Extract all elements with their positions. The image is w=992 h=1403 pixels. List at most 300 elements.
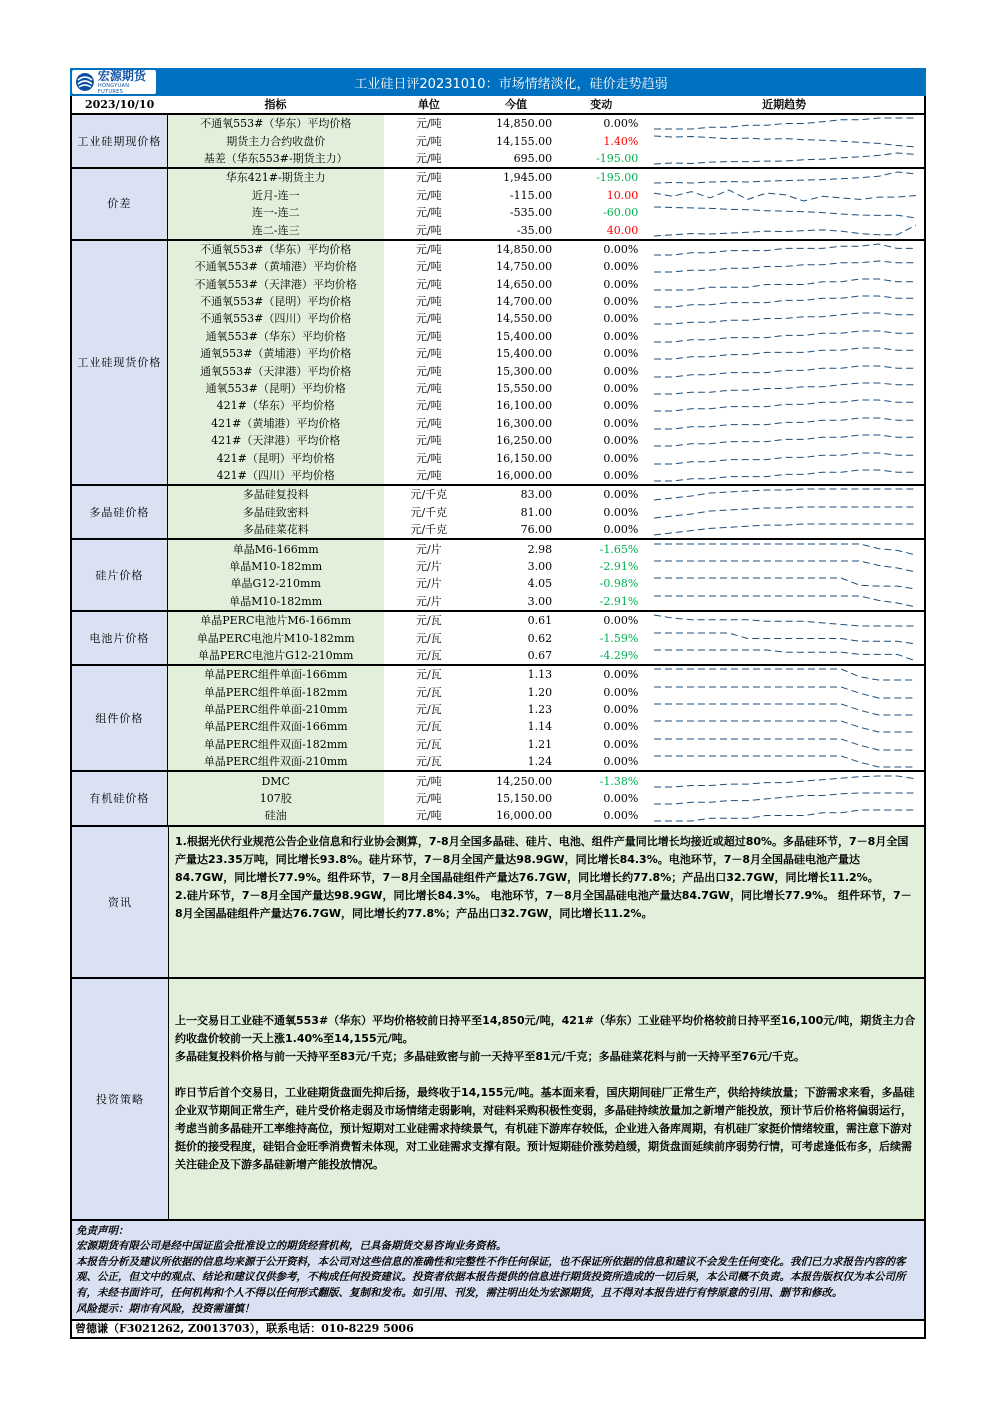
trend-line <box>654 296 916 307</box>
unit-cell: 元/吨 <box>415 416 442 430</box>
current-value: 83.00 <box>474 485 558 503</box>
indicator-name: 不通氧553#（黄埔港）平均价格 <box>167 258 384 275</box>
news-label: 资讯 <box>72 827 169 977</box>
current-value: 0.61 <box>474 611 558 629</box>
unit-cell: 元/吨 <box>384 771 474 789</box>
category-label: 价差 <box>71 168 167 240</box>
unit-cell: 元/瓦 <box>384 665 474 683</box>
trend-sparkline <box>652 753 918 770</box>
trend-cell <box>644 132 925 149</box>
unit-cell: 元/瓦 <box>415 703 442 717</box>
current-value: 15,300.00 <box>496 364 553 378</box>
current-value: 14,850.00 <box>496 117 553 131</box>
unit-cell: 元/瓦 <box>415 685 442 699</box>
table-row <box>71 397 925 414</box>
logo-chinese-name: 宏源期货 <box>97 68 146 83</box>
strategy-paragraph-2: 多晶硅复投料价格与前一天持平至83元/千克；多晶硅致密与前一天持平至81元/千克；多晶硅菜花料与前一天持平至76元/千克。 <box>175 1049 805 1063</box>
current-value: 1,945.00 <box>474 168 558 186</box>
current-value: 3.00 <box>527 594 553 608</box>
strategy-body <box>169 979 924 1219</box>
indicator-name: 421#（昆明）平均价格 <box>167 449 384 466</box>
change-value: 0.00% <box>603 416 639 430</box>
unit-cell: 元/千克 <box>384 485 474 503</box>
trend-line <box>654 721 916 732</box>
trend-line <box>654 453 916 464</box>
change-value: 0.00% <box>603 312 639 326</box>
trend-line <box>654 669 916 680</box>
indicator-name: 421#（四川）平均价格 <box>167 467 384 485</box>
table-row <box>71 187 925 204</box>
indicator-name: 连一-连二 <box>167 204 384 221</box>
change-value: 1.40% <box>603 134 639 148</box>
trend-line <box>654 596 916 607</box>
trend-line <box>654 400 916 411</box>
indicator-name: 不通氧553#（四川）平均价格 <box>167 310 384 327</box>
col-header-value: 今值 <box>474 96 558 114</box>
change-value: 0.00% <box>603 260 639 274</box>
change-value: 0.00% <box>603 703 639 717</box>
change-value: 0.00% <box>558 485 644 503</box>
trend-sparkline <box>652 150 918 167</box>
trend-line <box>654 776 916 787</box>
change-value: 0.00% <box>603 329 639 343</box>
table-row <box>71 328 925 345</box>
table-row <box>71 345 925 362</box>
unit-cell: 元/吨 <box>415 364 442 378</box>
trend-sparkline <box>652 647 918 664</box>
trend-line <box>654 279 916 290</box>
report-title: 工业硅日评20231010：市场情绪淡化，硅价走势趋弱 <box>354 76 668 92</box>
strategy-section <box>70 979 926 1221</box>
category-label: 工业硅期现价格 <box>71 114 167 168</box>
current-value: 16,150.00 <box>496 451 553 465</box>
category-label: 有机硅价格 <box>71 771 167 825</box>
col-header-indicator: 指标 <box>167 96 384 114</box>
change-value: 40.00 <box>606 223 639 237</box>
trend-line <box>654 383 916 394</box>
unit-cell: 元/吨 <box>415 134 442 148</box>
category-label: 组件价格 <box>71 665 167 771</box>
category-label: 硅片价格 <box>71 539 167 611</box>
current-value: 14,155.00 <box>496 134 553 148</box>
indicator-name: 多晶硅复投料 <box>167 485 384 503</box>
indicator-name: 期货主力合约收盘价 <box>167 132 384 149</box>
trend-sparkline <box>652 575 918 592</box>
trend-sparkline <box>652 432 918 449</box>
trend-sparkline <box>652 736 918 753</box>
table-row <box>71 771 925 789</box>
trend-sparkline <box>652 133 918 150</box>
trend-cell <box>644 575 925 592</box>
indicator-name: 通氧553#（天津港）平均价格 <box>167 362 384 379</box>
current-value: 1.20 <box>527 685 553 699</box>
change-value: -1.65% <box>558 539 644 557</box>
current-value: 15,550.00 <box>496 382 553 396</box>
change-value: -195.00 <box>596 151 639 165</box>
trend-line <box>654 544 916 555</box>
trend-line <box>654 561 916 572</box>
trend-cell <box>644 718 925 735</box>
trend-line <box>654 793 916 804</box>
change-value: 0.00% <box>603 382 639 396</box>
change-value: -1.38% <box>558 771 644 789</box>
hongyuan-logo-icon <box>75 72 95 92</box>
change-value: 0.00% <box>603 469 639 482</box>
indicator-name: 单晶PERC组件双面-182mm <box>167 736 384 753</box>
trend-cell <box>644 362 925 379</box>
change-value: 0.00% <box>558 611 644 629</box>
current-value: 15,400.00 <box>496 329 553 343</box>
category-label: 工业硅现货价格 <box>71 240 167 485</box>
trend-cell <box>644 150 925 168</box>
disclaimer-body: 本报告分析及建议所依据的信息均来源于公开资料，本公司对这些信息的准确性和完整性不作任何保证，也不保证所依据的信息和建议不会发生任何变化。我们已力求报告内容的客观、公正，但文中的观点、结论和建议仅供参考，不构成任何投资建议。投资者依据本报告提供的信息进行期货投资所造成的一切后果，本公司概不负责。本报告版权仅为本公司所有，未经书面许可，任何机构和个人不得以任何形式翻版、复制和发布。如引用、刊发，需注明出处为宏源期货，且不得对本报告进行有悖原意的引用、删节和修改。 <box>76 1255 906 1299</box>
current-value: 2.98 <box>474 539 558 557</box>
trend-line <box>654 435 916 446</box>
unit-cell: 元/瓦 <box>415 648 442 662</box>
table-row <box>71 449 925 466</box>
trend-cell <box>644 397 925 414</box>
table-row <box>71 150 925 168</box>
col-header-trend: 近期趋势 <box>644 96 925 114</box>
current-value: -35.00 <box>516 223 553 237</box>
current-value: 0.67 <box>527 648 553 662</box>
trend-cell <box>644 665 925 683</box>
trend-sparkline <box>652 187 918 204</box>
indicator-name: 通氧553#（昆明）平均价格 <box>167 380 384 397</box>
current-value: 4.05 <box>527 577 553 591</box>
table-row <box>71 539 925 557</box>
trend-cell <box>644 221 925 239</box>
table-row <box>71 485 925 503</box>
indicator-name: DMC <box>167 771 384 789</box>
unit-cell: 元/瓦 <box>415 737 442 751</box>
change-value: 0.00% <box>603 809 639 823</box>
trend-line <box>654 190 916 201</box>
trend-line <box>654 418 916 429</box>
trend-sparkline <box>652 310 918 327</box>
trend-line <box>654 615 916 626</box>
unit-cell: 元/吨 <box>415 469 442 482</box>
trend-cell <box>644 485 925 503</box>
trend-cell <box>644 258 925 275</box>
trend-sparkline <box>652 276 918 293</box>
current-value: 0.62 <box>527 631 553 645</box>
change-value: 0.00% <box>603 364 639 378</box>
change-value: 0.00% <box>603 505 639 519</box>
indicator-name: 107胶 <box>167 790 384 807</box>
trend-cell <box>644 684 925 701</box>
strategy-paragraph-3: 昨日节后首个交易日，工业硅期货盘面先抑后扬，最终收于14,155元/吨。基本面来看，国庆期间硅厂正常生产，供给持续放量；下游需求来看，多晶硅企业双节期间正常生产，硅片受价格走弱及市场情绪走弱影响，对硅料采购积极性变弱，多晶硅持续放量加之新增产能投放，预计节后价格将偏弱运行，考虑当前多晶硅开工率维持高位，预计短期对工业硅需求持续景气，有机硅下游库存较低，企业进入备库周期，有机硅厂家挺价情绪较重，需注意下游对挺价的接受程度，硅铝合金旺季消费暂未体现，对工业硅需求支撑有限。预计短期硅价涨势趋缓，期货盘面延续前序弱势行情，可考虑逢低布多，后续需关注硅企及下游多晶硅新增产能投放情况。 <box>175 1085 915 1171</box>
unit-cell: 元/吨 <box>415 223 442 237</box>
trend-cell <box>644 345 925 362</box>
risk-warning: 风险提示：期市有风险，投资需谨慎！ <box>76 1302 255 1315</box>
unit-cell: 元/吨 <box>415 117 442 131</box>
news-body <box>169 827 924 977</box>
trend-line <box>654 756 916 767</box>
change-value: -4.29% <box>599 648 639 662</box>
table-header-row <box>71 96 925 114</box>
trend-line <box>654 136 916 147</box>
trend-sparkline <box>652 541 918 558</box>
col-header-change: 变动 <box>558 96 644 114</box>
change-value: 0.00% <box>603 347 639 361</box>
trend-cell <box>644 380 925 397</box>
indicator-name: 单晶PERC电池片M10-182mm <box>167 629 384 646</box>
report-header <box>70 68 926 96</box>
unit-cell: 元/吨 <box>384 168 474 186</box>
unit-cell: 元/吨 <box>415 260 442 274</box>
indicator-name: 不通氧553#（天津港）平均价格 <box>167 276 384 293</box>
change-value: 0.00% <box>558 240 644 258</box>
table-row <box>71 362 925 379</box>
table-row <box>71 258 925 275</box>
indicator-name: 单晶M10-182mm <box>167 558 384 575</box>
trend-sparkline <box>652 701 918 718</box>
current-value: 15,150.00 <box>496 792 553 806</box>
indicator-name: 华东421#-期货主力 <box>167 168 384 186</box>
unit-cell: 元/吨 <box>415 151 442 165</box>
trend-line <box>654 153 916 164</box>
table-row <box>71 611 925 629</box>
current-value: 3.00 <box>527 559 553 573</box>
indicator-name: 421#（黄埔港）平均价格 <box>167 415 384 432</box>
current-value: 1.21 <box>527 737 553 751</box>
change-value: -1.59% <box>599 631 639 645</box>
unit-cell: 元/吨 <box>415 792 442 806</box>
table-row <box>71 718 925 735</box>
trend-cell <box>644 293 925 310</box>
current-value: 1.23 <box>527 703 553 717</box>
company-logo <box>72 70 156 94</box>
trend-cell <box>644 807 925 825</box>
trend-line <box>654 261 916 272</box>
indicator-name: 通氧553#（黄埔港）平均价格 <box>167 345 384 362</box>
unit-cell: 元/吨 <box>415 329 442 343</box>
trend-sparkline <box>652 415 918 432</box>
trend-sparkline <box>652 630 918 647</box>
trend-sparkline <box>652 115 918 132</box>
trend-sparkline <box>652 790 918 807</box>
table-row <box>71 701 925 718</box>
unit-cell: 元/吨 <box>415 399 442 413</box>
strategy-paragraph-1: 上一交易日工业硅不通氧553#（华东）平均价格较前日持平至14,850元/吨，421#（华东）工业硅平均价格较前日持平至16,100元/吨，期货主力合约收盘价较前一天上涨1.40%至14,155元/吨。 <box>175 1013 916 1045</box>
trend-cell <box>644 310 925 327</box>
table-row <box>71 647 925 665</box>
current-value: 16,250.00 <box>496 434 553 448</box>
current-value: 14,250.00 <box>474 771 558 789</box>
indicator-name: 单晶PERC组件单面-210mm <box>167 701 384 718</box>
trend-cell <box>644 504 925 521</box>
current-value: 695.00 <box>513 151 553 165</box>
news-section <box>70 827 926 979</box>
disclaimer-title: 免责声明： <box>76 1224 129 1237</box>
trend-sparkline <box>652 612 918 629</box>
change-value: -60.00 <box>603 206 639 220</box>
change-value: 10.00 <box>606 188 639 202</box>
unit-cell: 元/片 <box>384 539 474 557</box>
unit-cell: 元/吨 <box>415 347 442 361</box>
indicator-name: 单晶PERC电池片G12-210mm <box>167 647 384 665</box>
table-row <box>71 240 925 258</box>
trend-sparkline <box>652 363 918 380</box>
change-value: -2.91% <box>599 559 639 573</box>
unit-cell: 元/片 <box>415 559 442 573</box>
table-row <box>71 684 925 701</box>
current-value: 16,300.00 <box>496 416 553 430</box>
indicator-name: 单晶M10-182mm <box>167 593 384 611</box>
indicator-name: 近月-连一 <box>167 187 384 204</box>
trend-line <box>654 366 916 377</box>
trend-sparkline <box>652 258 918 275</box>
current-value: 1.13 <box>474 665 558 683</box>
trend-sparkline <box>652 222 918 239</box>
change-value: 0.00% <box>603 792 639 806</box>
trend-line <box>654 172 916 183</box>
change-value: 0.00% <box>603 720 639 734</box>
trend-cell <box>644 701 925 718</box>
trend-sparkline <box>652 558 918 575</box>
trend-cell <box>644 539 925 557</box>
table-row <box>71 753 925 771</box>
trend-line <box>654 331 916 342</box>
trend-sparkline <box>652 718 918 735</box>
indicator-name: 单晶PERC电池片M6-166mm <box>167 611 384 629</box>
indicator-name: 单晶PERC组件双面-166mm <box>167 718 384 735</box>
trend-sparkline <box>652 486 918 503</box>
current-value: -535.00 <box>509 206 553 220</box>
unit-cell: 元/瓦 <box>415 755 442 769</box>
table-row <box>71 132 925 149</box>
current-value: 14,550.00 <box>496 312 553 326</box>
trend-sparkline <box>652 328 918 345</box>
trend-cell <box>644 647 925 665</box>
trend-cell <box>644 593 925 611</box>
table-row <box>71 790 925 807</box>
trend-cell <box>644 168 925 186</box>
change-value: 0.00% <box>603 434 639 448</box>
current-value: 16,000.00 <box>496 809 553 823</box>
unit-cell: 元/瓦 <box>415 631 442 645</box>
unit-cell: 元/吨 <box>415 451 442 465</box>
trend-line <box>654 313 916 324</box>
unit-cell: 元/千克 <box>410 505 448 519</box>
indicator-name: 多晶硅致密料 <box>167 504 384 521</box>
table-row <box>71 114 925 132</box>
trend-sparkline <box>652 204 918 221</box>
disclaimer <box>70 1221 926 1322</box>
current-value: 14,850.00 <box>474 240 558 258</box>
current-value: 14,700.00 <box>496 295 553 309</box>
trend-sparkline <box>652 684 918 701</box>
trend-sparkline <box>652 521 918 538</box>
report-date: 2023/10/10 <box>71 96 167 114</box>
table-row <box>71 204 925 221</box>
trend-line <box>654 650 916 661</box>
trend-sparkline <box>652 467 918 484</box>
indicator-name: 单晶PERC组件双面-210mm <box>167 753 384 771</box>
trend-cell <box>644 276 925 293</box>
category-label: 多晶硅价格 <box>71 485 167 539</box>
trend-line <box>654 739 916 750</box>
indicator-name: 不通氧553#（昆明）平均价格 <box>167 293 384 310</box>
trend-line <box>654 687 916 698</box>
unit-cell: 元/片 <box>415 577 442 591</box>
table-row <box>71 629 925 646</box>
unit-cell: 元/吨 <box>415 434 442 448</box>
trend-sparkline <box>652 380 918 397</box>
unit-cell: 元/吨 <box>415 206 442 220</box>
table-row <box>71 221 925 239</box>
current-value: 1.24 <box>527 755 553 769</box>
trend-line <box>654 244 916 255</box>
news-paragraph-1: 1.根据光伏行业规范公告企业信息和行业协会测算，7-8月全国多晶硅、硅片、电池、组件产量同比增长均接近或超过80%。多晶硅环节，7－8月全国产量达23.35万吨，同比增长93.8%。硅片环节，7－8月全国产量达98.9GW，同比增长84.3%。电池环节，7－8月全国晶硅电池产量达84.7GW，同比增长77.9%。组件环节，7－8月全国晶硅组件产量达76.7GW，同比增长约77.8%；产品出口32.7GW，同比增长11.2%。 <box>175 834 909 884</box>
indicator-name: 单晶G12-210mm <box>167 575 384 592</box>
trend-cell <box>644 187 925 204</box>
unit-cell: 元/吨 <box>415 295 442 309</box>
strategy-label: 投资策略 <box>72 979 169 1219</box>
trend-line <box>654 578 916 589</box>
disclaimer-qualification: 宏源期货有限公司是经中国证监会批准设立的期货经营机构，已具备期货交易咨询业务资格。 <box>76 1240 507 1253</box>
change-value: 0.00% <box>603 295 639 309</box>
trend-cell <box>644 114 925 132</box>
analyst-contact: 曾德谦（F3021262, Z0013703），联系电话：010-8229 5006 <box>70 1321 926 1339</box>
trend-sparkline <box>652 241 918 258</box>
trend-cell <box>644 629 925 646</box>
current-value: 1.14 <box>527 720 553 734</box>
logo-english-name: HONGYUAN FUTURES <box>97 82 130 95</box>
trend-cell <box>644 736 925 753</box>
table-row <box>71 310 925 327</box>
trend-sparkline <box>652 293 918 310</box>
trend-cell <box>644 467 925 485</box>
change-value: 0.00% <box>603 451 639 465</box>
trend-line <box>654 507 916 518</box>
indicator-name: 基差（华东553#-期货主力） <box>167 150 384 168</box>
current-value: 81.00 <box>520 505 553 519</box>
change-value: -0.98% <box>599 577 639 591</box>
table-row <box>71 432 925 449</box>
unit-cell: 元/瓦 <box>415 720 442 734</box>
unit-cell: 元/片 <box>415 594 442 608</box>
indicator-name: 421#（天津港）平均价格 <box>167 432 384 449</box>
trend-line <box>654 524 916 535</box>
unit-cell: 元/吨 <box>415 188 442 202</box>
indicator-name: 单晶PERC组件单面-166mm <box>167 665 384 683</box>
unit-cell: 元/吨 <box>415 277 442 291</box>
change-value: -2.91% <box>599 594 639 608</box>
trend-cell <box>644 753 925 771</box>
trend-sparkline <box>652 397 918 414</box>
trend-line <box>654 225 916 236</box>
trend-cell <box>644 771 925 789</box>
trend-line <box>654 118 916 129</box>
change-value: 0.00% <box>603 685 639 699</box>
table-row <box>71 380 925 397</box>
trend-cell <box>644 204 925 221</box>
change-value: 0.00% <box>603 117 639 131</box>
table-row <box>71 593 925 611</box>
table-row <box>71 415 925 432</box>
indicator-name: 单晶PERC组件单面-182mm <box>167 684 384 701</box>
current-value: 14,650.00 <box>496 277 553 291</box>
table-row <box>71 276 925 293</box>
trend-sparkline <box>652 666 918 683</box>
unit-cell: 元/吨 <box>415 312 442 326</box>
current-value: 16,100.00 <box>496 399 553 413</box>
indicator-name: 连二-连三 <box>167 221 384 239</box>
indicator-name: 421#（华东）平均价格 <box>167 397 384 414</box>
table-row <box>71 504 925 521</box>
